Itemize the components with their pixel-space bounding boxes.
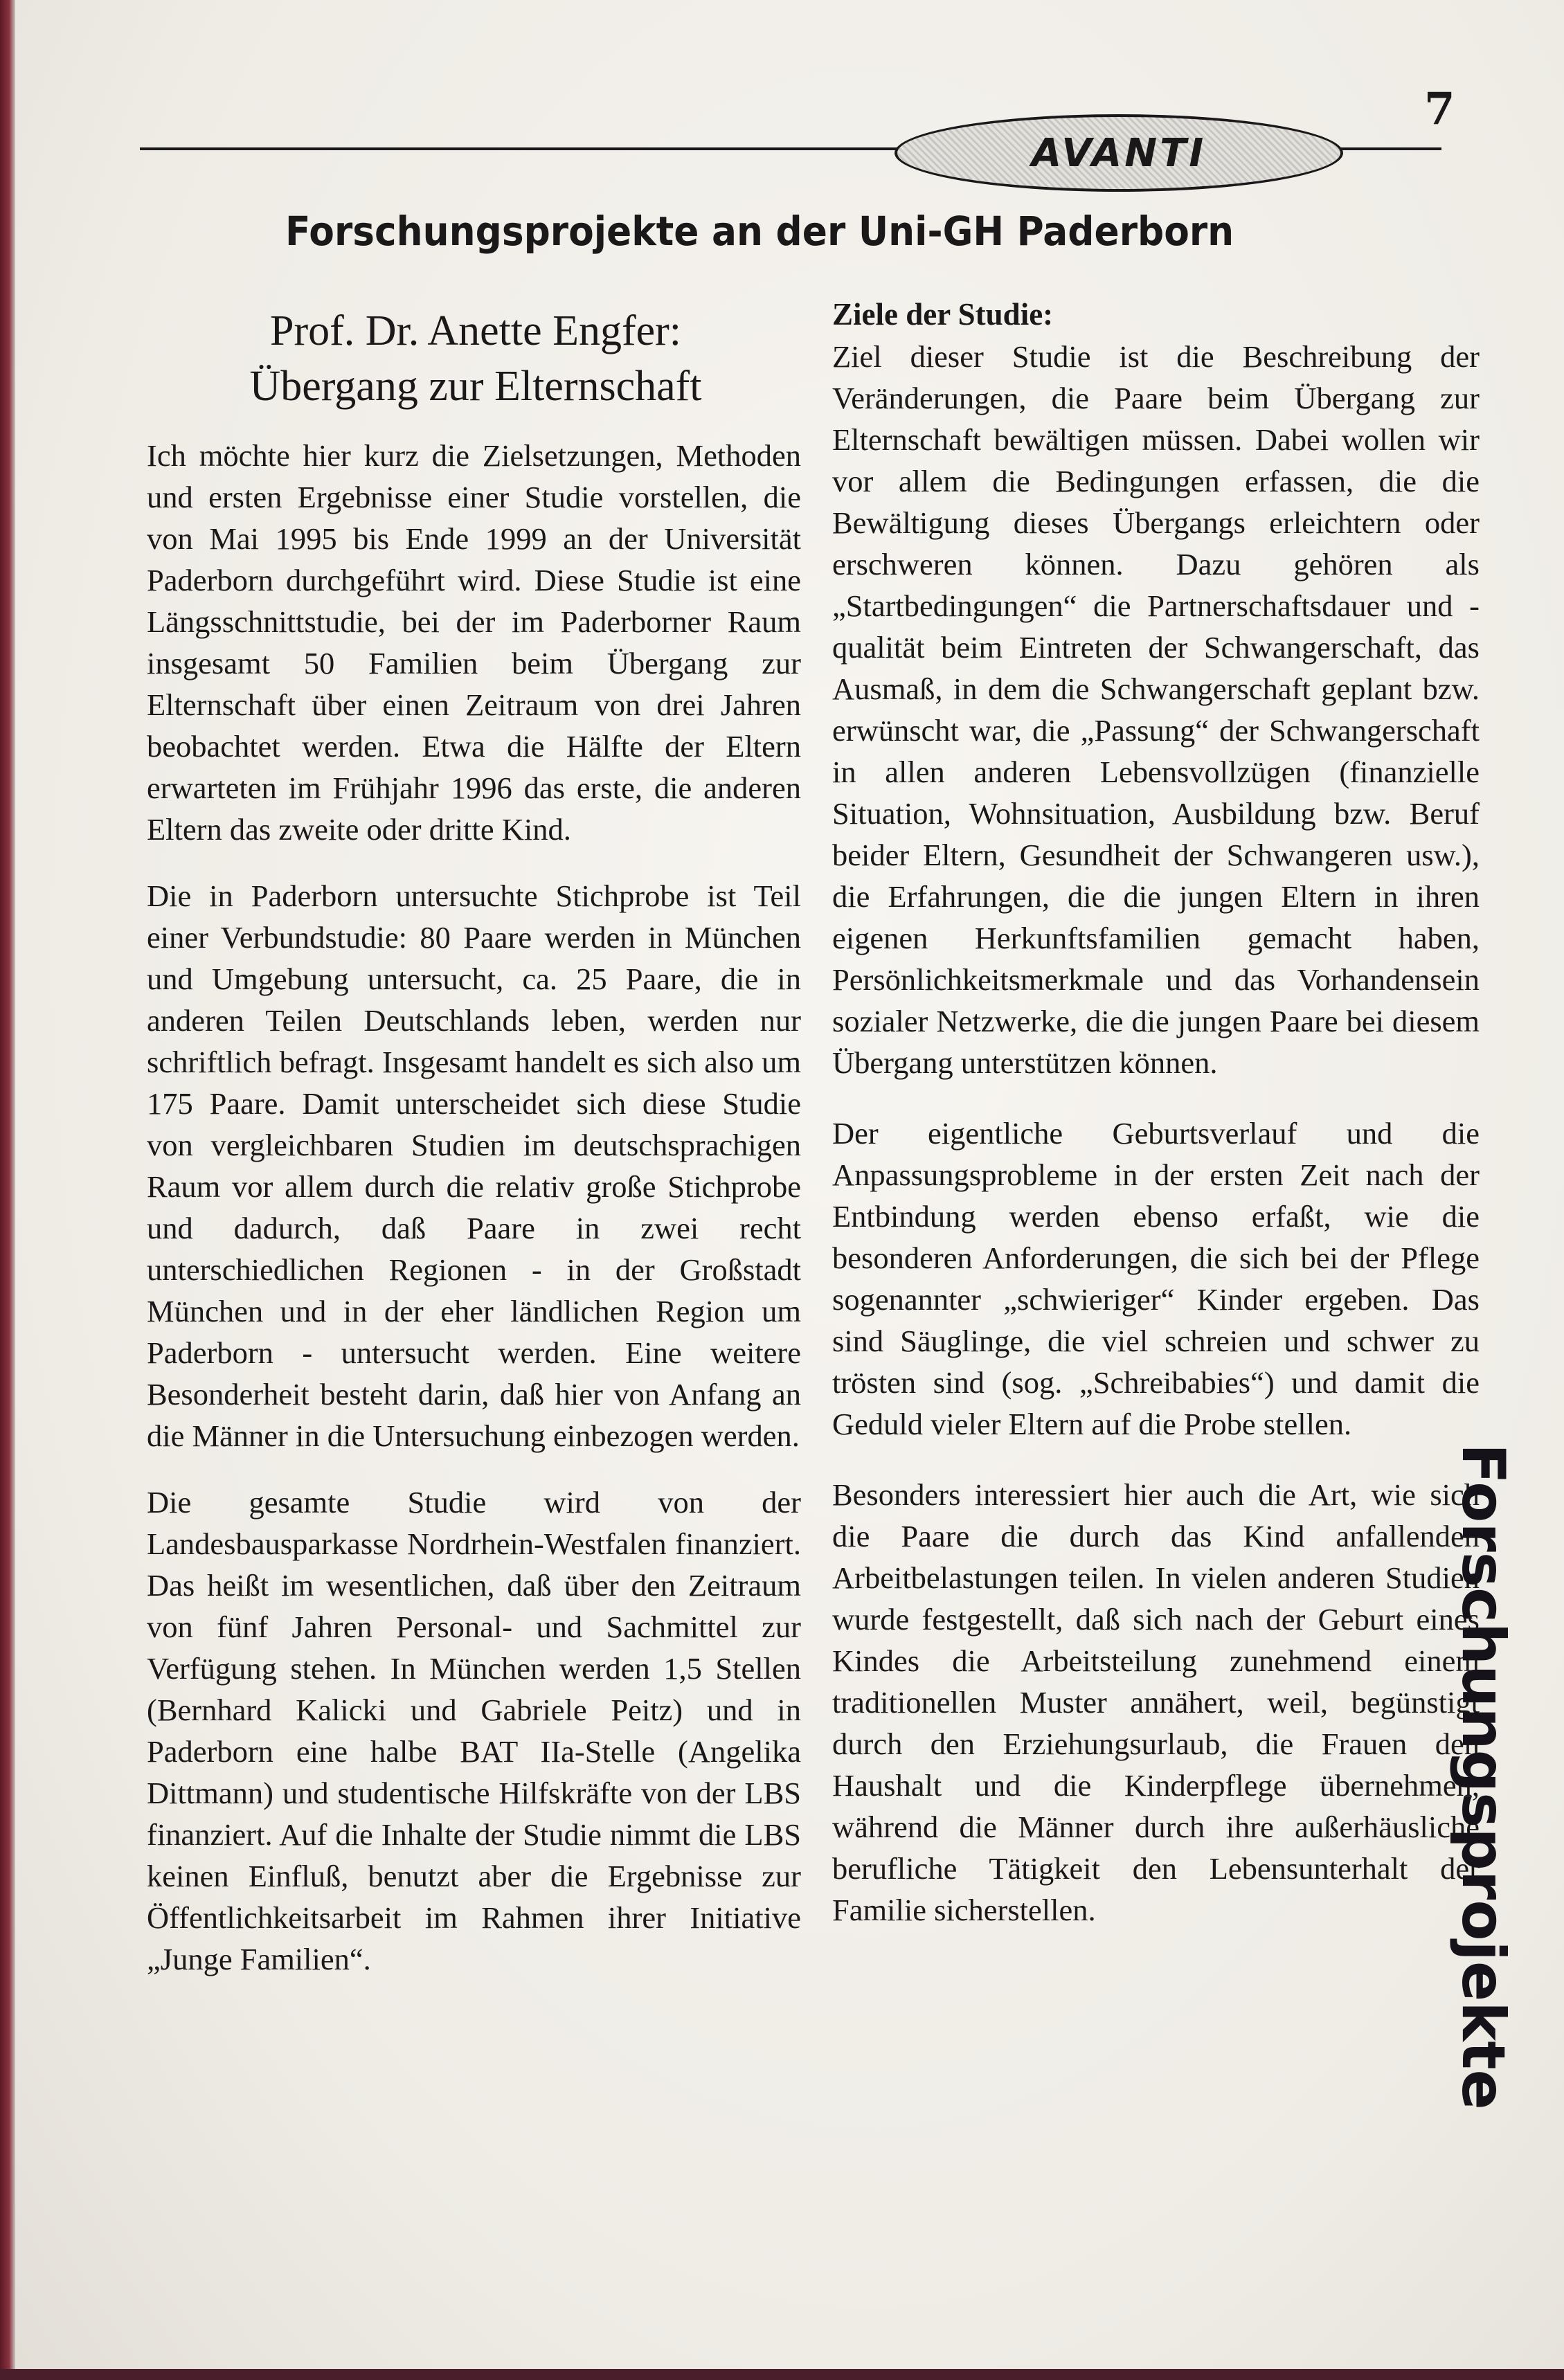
- paragraph: Die in Paderborn untersuchte Stichprobe ist Teil einer Verbundstudie: 80 Paare werden in München und Umgebung untersucht, ca. 25 Paare, die in anderen Teilen Deutschlands leben, werden nur schriftlich befragt. Insgesamt handelt es sich also um 175 Paare. Damit unterscheidet sich diese Studie von vergleichbaren Studien im deutschsprachigen Raum vor allem durch die relativ große Stichprobe und dadurch, daß Paare in zwei recht unterschiedlichen Regionen - in der Großstadt München und in der eher ländlichen Region um Paderborn - untersucht werden. Eine weitere Besonderheit besteht darin, daß hier von Anfang an die Männer in die Untersuchung einbezogen werden.: [147, 878, 801, 1453]
- page-number: 7: [1424, 83, 1455, 135]
- paragraph: Die gesamte Studie wird von der Landesbausparkasse Nordrhein-Westfalen finanziert. Das heißt im wesentlichen, daß über den Zeitraum von fünf Jahren Personal- und Sachmittel zur Verfügung stehen. In München werden 1,5 Stellen (Bernhard Kalicki und Gabriele Peitz) und in Paderborn eine halbe BAT IIa-Stelle (Angelika Dittmann) und studentische Hilfskräfte von der LBS finanziert. Auf die Inhalte der Studie nimmt die LBS keinen Einfluß, benutzt aber die Ergebnisse zur Öffentlichkeitsarbeit im Rahmen ihrer Initiative „Junge Familien“.: [147, 1485, 801, 1976]
- left-column: [147, 435, 801, 2005]
- paragraph: Besonders interessiert hier auch die Art, wie sich die Paare die durch das Kind anfallenden Arbeitbelastungen teilen. In vielen anderen Studien wurde festgestellt, daß sich nach der Geburt eines Kindes die Arbeitsteilung zunehmend einem traditionellen Muster annähert, weil, begünstigt durch den Erziehungsurlaub, die Frauen den Haushalt und die Kinderpflege übernehmen, während die Männer durch ihre außerhäusliche berufliche Tätigkeit den Lebensunterhalt der Familie sicherstellen.: [832, 1477, 1480, 1927]
- page-title: Forschungsprojekte an der Uni-GH Paderborn: [285, 208, 1234, 255]
- subheading: Ziele der Studie:: [832, 297, 1054, 332]
- paragraph: Ziel dieser Studie ist die Beschreibung der Veränderungen, die Paare beim Übergang zur Elternschaft bewältigen müssen. Dabei wollen wir vor allem die Bedingungen erfassen, die die Bewältigung dieses Übergangs erleichtern oder erschweren können. Dazu gehören als „Startbedingungen“ die Partnerschaftsdauer und -qualität beim Eintreten der Schwangerschaft, das Ausmaß, in dem die Schwangerschaft geplant bzw. erwünscht war, die „Passung“ der Schwangerschaft in allen anderen Lebensvollzügen (finanzielle Situation, Wohnsituation, Ausbildung bzw. Beruf beider Eltern, Gesundheit der Schwangeren usw.), die Erfahrungen, die die jungen Eltern in ihren eigenen Herkunftsfamilien gemacht haben, Persönlichkeitsmerkmale und das Vorhandensein sozialer Netzwerke, die die jungen Paare bei diesem Übergang unterstützen können.: [832, 339, 1480, 1080]
- section-badge-label: AVANTI: [1031, 130, 1207, 176]
- article-title: [147, 303, 805, 414]
- article-title-topic: Übergang zur Elternschaft: [249, 363, 702, 410]
- right-column: [832, 294, 1480, 1960]
- section-badge: [895, 114, 1343, 192]
- paragraph: Ich möchte hier kurz die Zielsetzungen, Methoden und ersten Ergebnisse einer Studie vorstellen, die von Mai 1995 bis Ende 1999 an der Universität Paderborn durchgeführt wird. Diese Studie ist eine Längsschnittstudie, bei der im Paderborner Raum insgesamt 50 Familien beim Übergang zur Elternschaft über einen Zeitraum von drei Jahren beobachtet werden. Etwa die Hälfte der Eltern erwarteten im Frühjahr 1996 das erste, die anderen Eltern das zweite oder dritte Kind.: [147, 438, 801, 847]
- book-binding: [0, 0, 15, 2380]
- vertical-section-title: Forschungsprojekte: [1448, 1443, 1518, 2110]
- page-bottom-edge: [0, 2369, 1564, 2380]
- paragraph: Der eigentliche Geburtsverlauf und die Anpassungsprobleme in der ersten Zeit nach der Entbindung werden ebenso erfaßt, wie die besonderen Anforderungen, die sich bei der Pflege sogenannter „schwieriger“ Kinder ergeben. Das sind Säuglinge, die viel schreien und schwer zu trösten sind (sog. „Schreibabies“) und damit die Geduld vieler Eltern auf die Probe stellen.: [832, 1116, 1480, 1441]
- magazine-page: [15, 0, 1564, 2369]
- article-title-author: Prof. Dr. Anette Engfer:: [269, 307, 682, 354]
